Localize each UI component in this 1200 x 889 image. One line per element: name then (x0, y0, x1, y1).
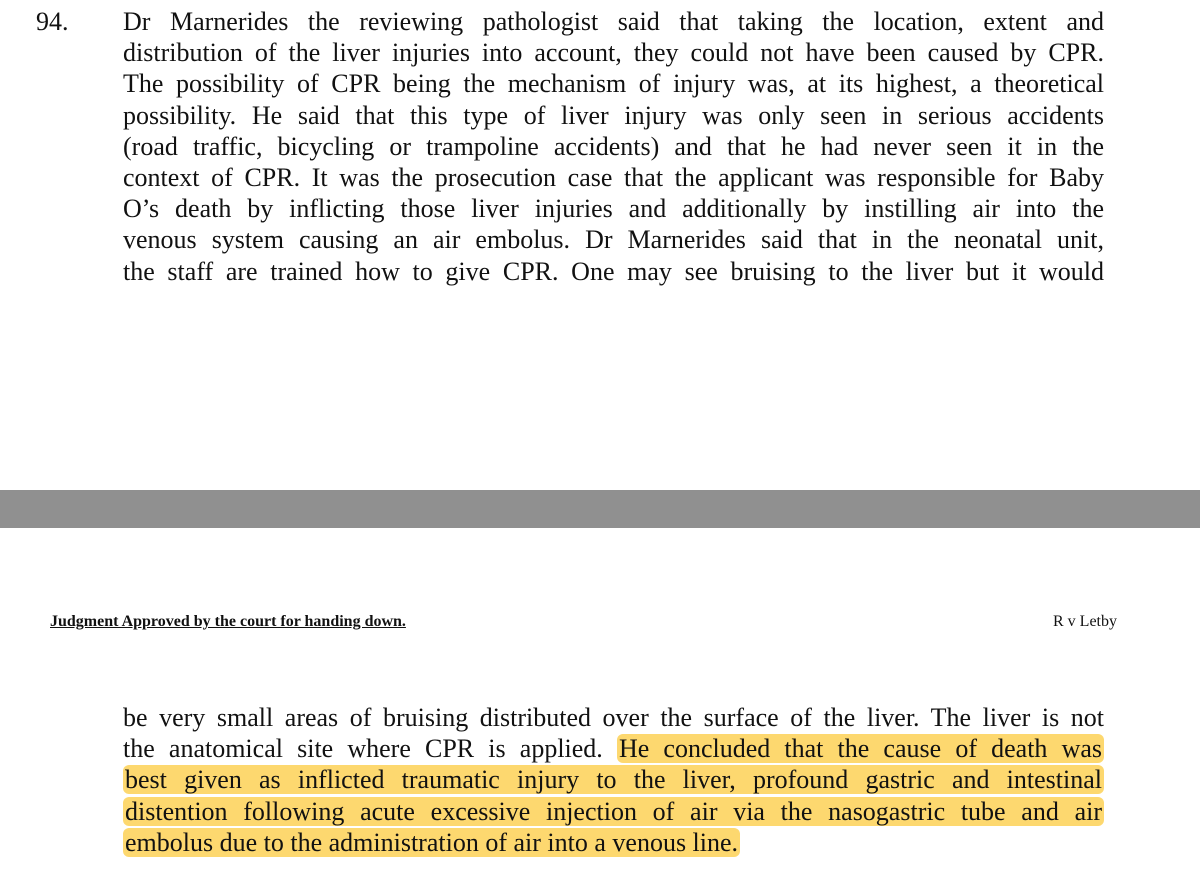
continuation-line-highlighted (123, 796, 1104, 827)
paragraph-94-text (123, 6, 1104, 287)
paragraph-line: context of CPR. It was the prosecution case that the applicant was responsible for Baby (123, 163, 1104, 193)
highlighted-text: He concluded that the cause of death was (618, 734, 1102, 764)
highlighted-text: embolus due to the administration of air into a venous line. (125, 827, 739, 857)
highlighted-text: best given as inflicted traumatic injury to the liver, profound gastric and intestinal (125, 765, 1102, 795)
continuation-line: be very small areas of bruising distributed over the surface of the liver. The liver is not (123, 703, 1104, 732)
continuation-line-mixed (123, 733, 1104, 764)
paragraph-line: Dr Marnerides the reviewing pathologist said that taking the location, extent and (123, 7, 1104, 36)
highlighted-text: distention following acute excessive injection of air via the nasogastric tube and air (125, 796, 1102, 826)
continuation-plain-text: the anatomical site where CPR is applied. (123, 734, 617, 764)
paragraph-line: venous system causing an air embolus. Dr Marnerides said that in the neonatal unit, (123, 225, 1104, 255)
paragraph-94-continuation (123, 702, 1104, 858)
paragraph-number: 94. (36, 7, 69, 36)
page-lower (0, 528, 1200, 889)
continuation-line-highlighted (123, 764, 1104, 795)
paragraph-line: distribution of the liver injuries into account, they could not have been caused by CPR. (123, 38, 1104, 68)
paragraph-line: the staff are trained how to give CPR. One may see bruising to the liver but it would (123, 256, 1104, 286)
paragraph-line: (road traffic, bicycling or trampoline accidents) and that he had never seen it in the (123, 131, 1104, 161)
running-header-title: Judgment Approved by the court for handing down. (50, 613, 406, 630)
page-break-divider (0, 490, 1200, 528)
paragraph-line: O’s death by inflicting those liver injuries and additionally by instilling air into the (123, 194, 1104, 224)
paragraph-line: possibility. He said that this type of liver injury was only seen in serious accidents (123, 100, 1104, 130)
paragraph-line: The possibility of CPR being the mechanism of injury was, at its highest, a theoretical (123, 69, 1104, 99)
running-header-case-name: R v Letby (1053, 613, 1117, 630)
continuation-line-highlighted (123, 827, 1104, 858)
